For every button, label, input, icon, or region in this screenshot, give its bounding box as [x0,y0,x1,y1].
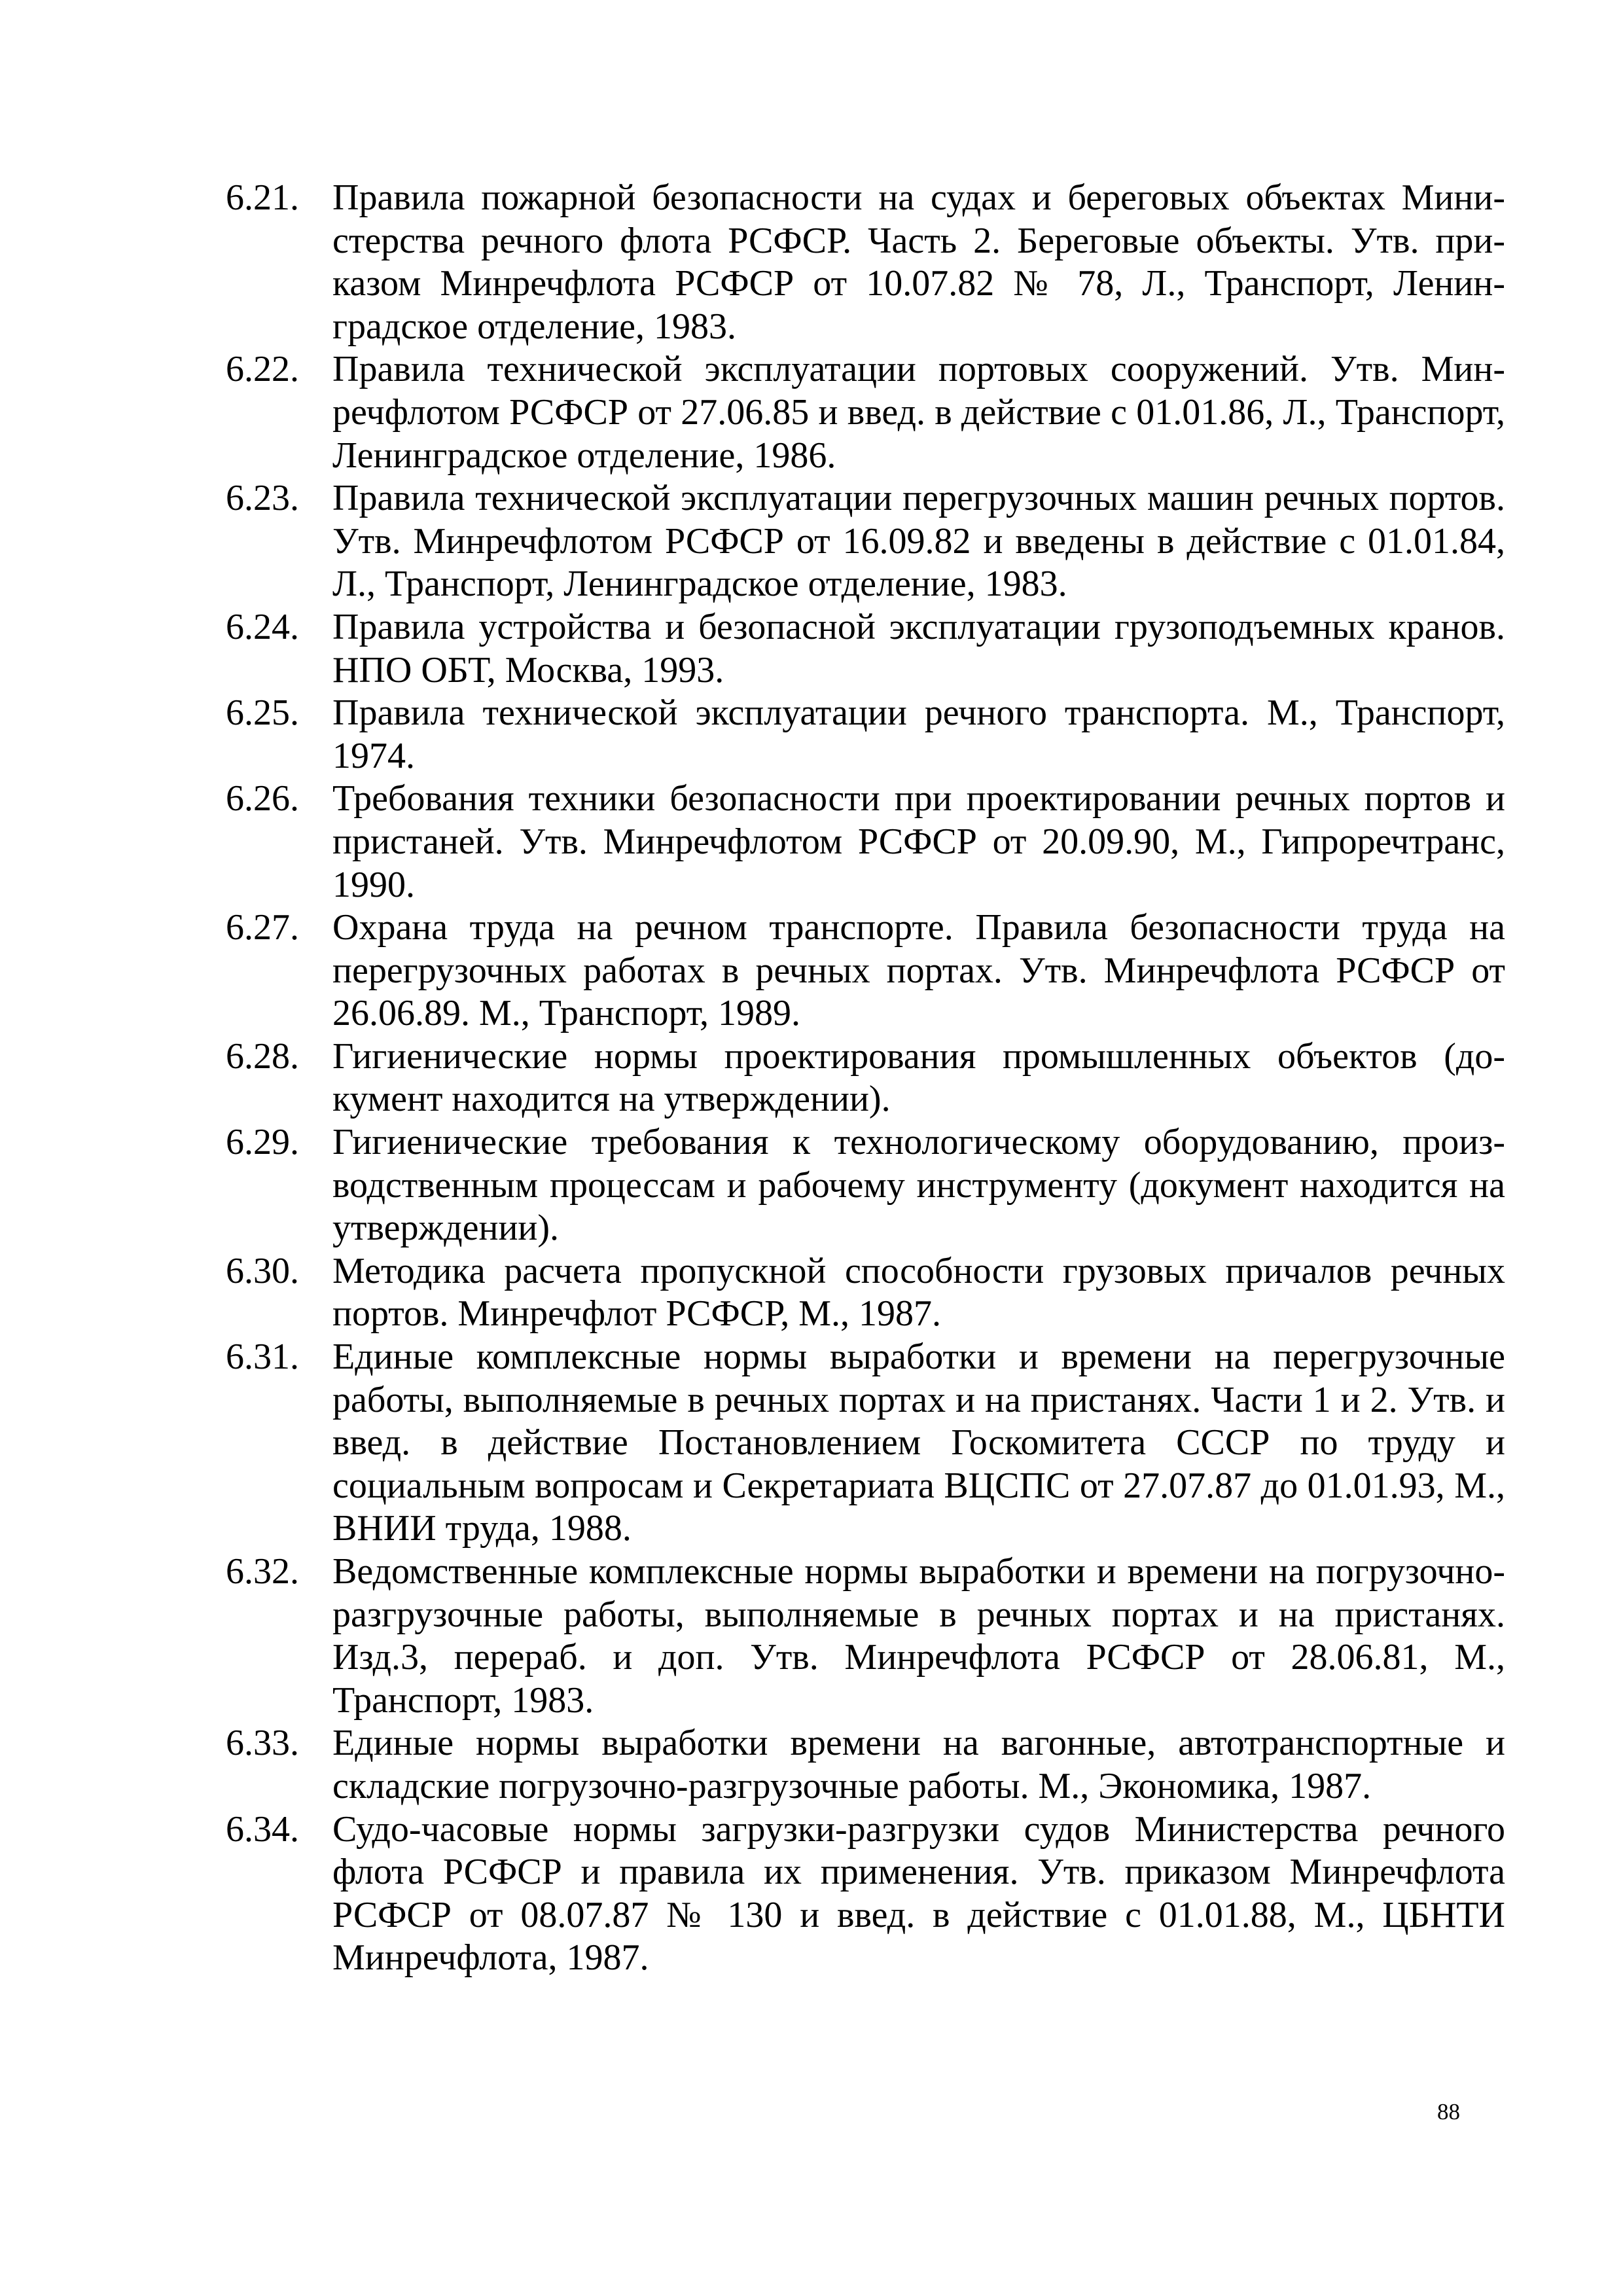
reference-text: Методика расчета пропускной способности грузовых причалов речных портов. Минречфлот РСФСР, М., 1987. [332,1250,1505,1335]
reference-text: Гигиенические требования к технологическому оборудованию, производственным процессам и рабочему инструменту (документ находится на утверждении). [332,1122,1505,1249]
reference-number: 6.22. [226,349,299,390]
reference-item-6-29 [226,1121,1505,1250]
reference-item-6-23 [226,477,1505,606]
reference-number: 6.28. [226,1035,299,1077]
reference-item-6-28 [226,1035,1505,1121]
reference-text: Гигиенические нормы проектирования промышленных объектов (документ находится на утверждении). [332,1035,1505,1120]
reference-item-6-33 [226,1722,1505,1808]
reference-text: Ведомственные комплексные нормы выработки и времени на погрузочно-разгрузочные работы, выполняемые в речных портах и на пристанях. Изд.3, перераб. и доп. Утв. Минречфлота РСФСР от 28.06.81, М., Транспорт, 1983. [332,1551,1505,1721]
reference-number: 6.32. [226,1551,299,1592]
reference-text: Правила технической эксплуатации перегрузочных машин речных портов. Утв. Минречфлотом РСФСР от 16.09.82 и введены в действие с 01.01.84, Л., Транспорт, Ленинградское отделение, 1983. [332,478,1505,605]
reference-item-6-32 [226,1551,1505,1722]
reference-number: 6.25. [226,692,299,734]
reference-item-6-31 [226,1336,1505,1551]
reference-number: 6.31. [226,1336,299,1378]
reference-item-6-27 [226,906,1505,1035]
reference-text: Правила устройства и безопасной эксплуатации грузоподъемных кранов. НПО ОБТ, Москва, 1993. [332,606,1505,691]
reference-text: Правила пожарной безопасности на судах и береговых объектах Министерства речного флота РСФСР. Часть 2. Береговые объекты. Утв. приказом Минречфлота РСФСР от 10.07.82 № 78, Л., Транспорт, Ленинградское отделение, 1983. [332,177,1505,347]
reference-item-6-34 [226,1808,1505,1980]
reference-number: 6.24. [226,606,299,647]
reference-item-6-25 [226,692,1505,778]
page-number: 88 [1437,2099,1460,2125]
reference-text: Охрана труда на речном транспорте. Правила безопасности труда на перегрузочных работах в речных портах. Утв. Минречфлота РСФСР от 26.06.89. М., Транспорт, 1989. [332,907,1505,1034]
reference-number: 6.29. [226,1122,299,1163]
reference-number: 6.34. [226,1808,299,1850]
reference-number: 6.33. [226,1723,299,1764]
reference-item-6-26 [226,778,1505,906]
reference-number: 6.23. [226,478,299,519]
reference-text: Единые комплексные нормы выработки и времени на перегрузочные работы, выполняемые в речных портах и на пристанях. Части 1 и 2. Утв. и введ. в действие Постановлением Госкомитета СССР по труду и социальным вопросам и Секретариата ВЦСПС от 27.07.87 до 01.01.93, М., ВНИИ труда, 1988. [332,1336,1505,1549]
reference-number: 6.27. [226,907,299,948]
reference-text: Правила технической эксплуатации портовых сооружений. Утв. Минречфлотом РСФСР от 27.06.85 и введ. в действие с 01.01.86, Л., Транспорт, Ленинградское отделение, 1986. [332,349,1505,476]
reference-item-6-24 [226,606,1505,692]
reference-text: Судо-часовые нормы загрузки-разгрузки судов Министерства речного флота РСФСР и правила их применения. Утв. приказом Минречфлота РСФСР от 08.07.87 № 130 и введ. в действие с 01.01.88, М., ЦБНТИ Минречфлота, 1987. [332,1808,1505,1979]
reference-item-6-21 [226,177,1505,348]
reference-number: 6.26. [226,778,299,819]
reference-item-6-30 [226,1250,1505,1336]
reference-text: Единые нормы выработки времени на вагонные, автотранспортные и складские погрузочно-разгрузочные работы. М., Экономика, 1987. [332,1723,1505,1806]
reference-list [226,177,1505,1980]
reference-text: Правила технической эксплуатации речного транспорта. М., Транспорт, 1974. [332,692,1505,776]
reference-number: 6.30. [226,1250,299,1291]
reference-text: Требования техники безопасности при проектировании речных портов и пристаней. Утв. Минречфлотом РСФСР от 20.09.90, М., Гипроречтранс, 1990. [332,778,1505,905]
reference-number: 6.21. [226,177,299,218]
reference-item-6-22 [226,348,1505,477]
